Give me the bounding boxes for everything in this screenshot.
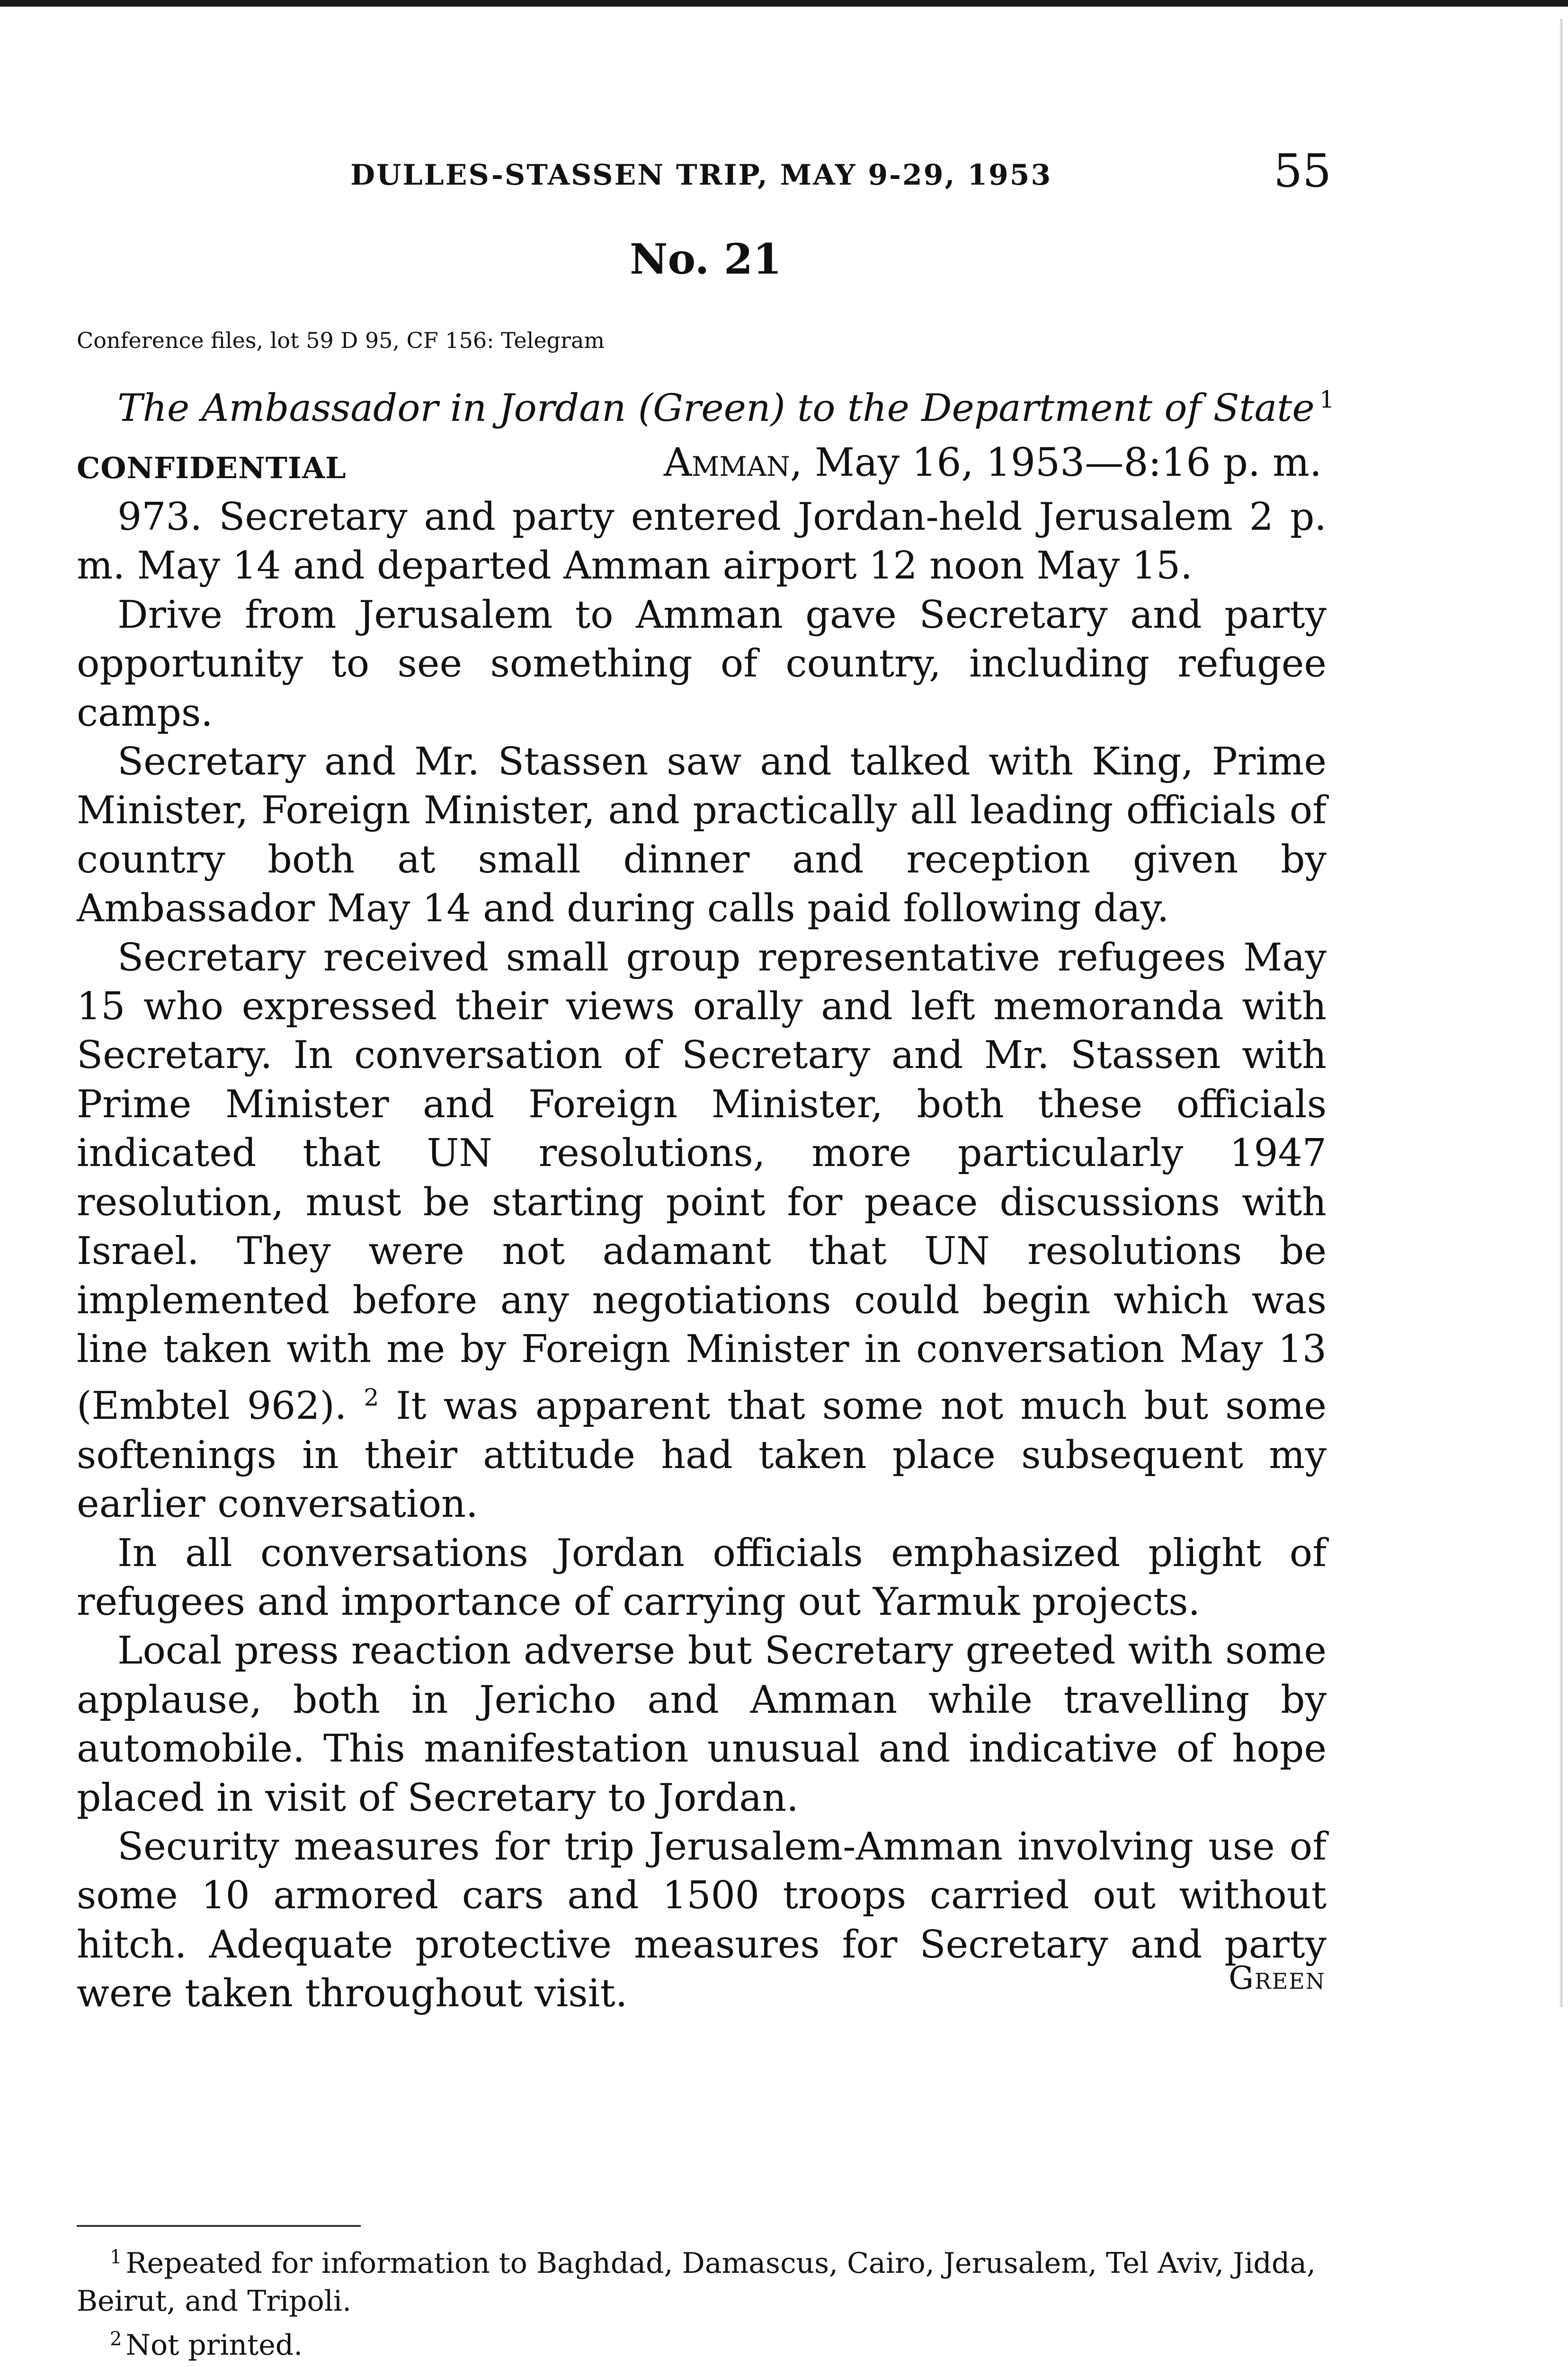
page-edge-shadow xyxy=(1559,19,1563,2007)
body-paragraph-4-part-1: Secretary received small group representative refugees May 15 who expressed their views orally and left memoranda with Secretary. In conversation of Secretary and Mr. Stassen with Prime Minister and Foreign Minister, both these officials indicated that UN resolutions, more particularly 1947 resolution, must be starting point for peace discussions with Israel. They were not adamant that UN resolutions be implemented before any negotiations could begin which was line taken with me by Foreign Minister in conversation May 13 (Embtel 962). xyxy=(77,934,1327,1428)
top-edge-rule xyxy=(0,0,1568,7)
classification-marking: CONFIDENTIAL xyxy=(77,451,347,485)
body-paragraph-5: In all conversations Jordan officials emphasized plight of refugees and importance of carrying out Yarmuk projects. xyxy=(77,1530,1327,1624)
source-note: Conference files, lot 59 D 95, CF 156: Telegram xyxy=(77,328,605,353)
body-paragraph-4-part-2: It was apparent that some not much but some softenings in their attitude had taken place subsequent my earlier conversation. xyxy=(77,1383,1327,1526)
footnote-divider xyxy=(77,2225,361,2227)
document-number: No. 21 xyxy=(630,234,782,284)
footnote-1-marker: 1 xyxy=(110,2246,122,2268)
body-paragraph-3: Secretary and Mr. Stassen saw and talked with King, Prime Minister, Foreign Minister, and practically all leading officials of country both at small dinner and reception given by Ambassador May 14 and during calls paid following day. xyxy=(77,739,1327,931)
signature: Green xyxy=(1229,1960,1326,1996)
document-title xyxy=(117,386,1335,430)
footnote-2-text: Not printed. xyxy=(125,2329,303,2362)
telegram-body xyxy=(77,492,1327,2018)
footnote-1 xyxy=(77,2238,1327,2320)
body-footnote-ref[interactable]: 2 xyxy=(364,1384,379,1412)
dateline xyxy=(664,440,1322,485)
running-head: DULLES-STASSEN TRIP, MAY 9-29, 1953 xyxy=(350,159,1052,192)
document-title-text: The Ambassador in Jordan (Green) to the Department of State xyxy=(117,386,1315,430)
footnote-2 xyxy=(77,2320,1327,2364)
body-paragraph-2: Drive from Jerusalem to Amman gave Secretary and party opportunity to see something of country, including refugee camps. xyxy=(77,592,1327,735)
body-paragraph-4 xyxy=(77,933,1327,1529)
dateline-date: May 16, 1953—8:16 p. m. xyxy=(814,440,1322,485)
footnotes xyxy=(77,2238,1327,2364)
footnote-2-marker: 2 xyxy=(110,2328,122,2350)
dateline-place: Amman, xyxy=(663,440,802,485)
page-number: 55 xyxy=(1274,144,1332,197)
title-footnote-ref[interactable]: 1 xyxy=(1319,386,1335,413)
body-paragraph-6: Local press reaction adverse but Secretary greeted with some applause, both in Jericho and Amman while travelling by automobile. This manifestation unusual and indicative of hope placed in visit of Secretary to Jordan. xyxy=(77,1628,1327,1820)
body-paragraph-1: 973. Secretary and party entered Jordan-held Jerusalem 2 p. m. May 14 and departed Amman airport 12 noon May 15. xyxy=(77,494,1327,588)
body-paragraph-7: Security measures for trip Jerusalem-Amman involving use of some 10 armored cars and 1500 troops carried out without hitch. Adequate protective measures for Secretary and party were taken throughout visit. xyxy=(77,1824,1327,2016)
footnote-1-text: Repeated for information to Baghdad, Damascus, Cairo, Jerusalem, Tel Aviv, Jidda, Beirut, and Tripoli. xyxy=(77,2247,1316,2318)
